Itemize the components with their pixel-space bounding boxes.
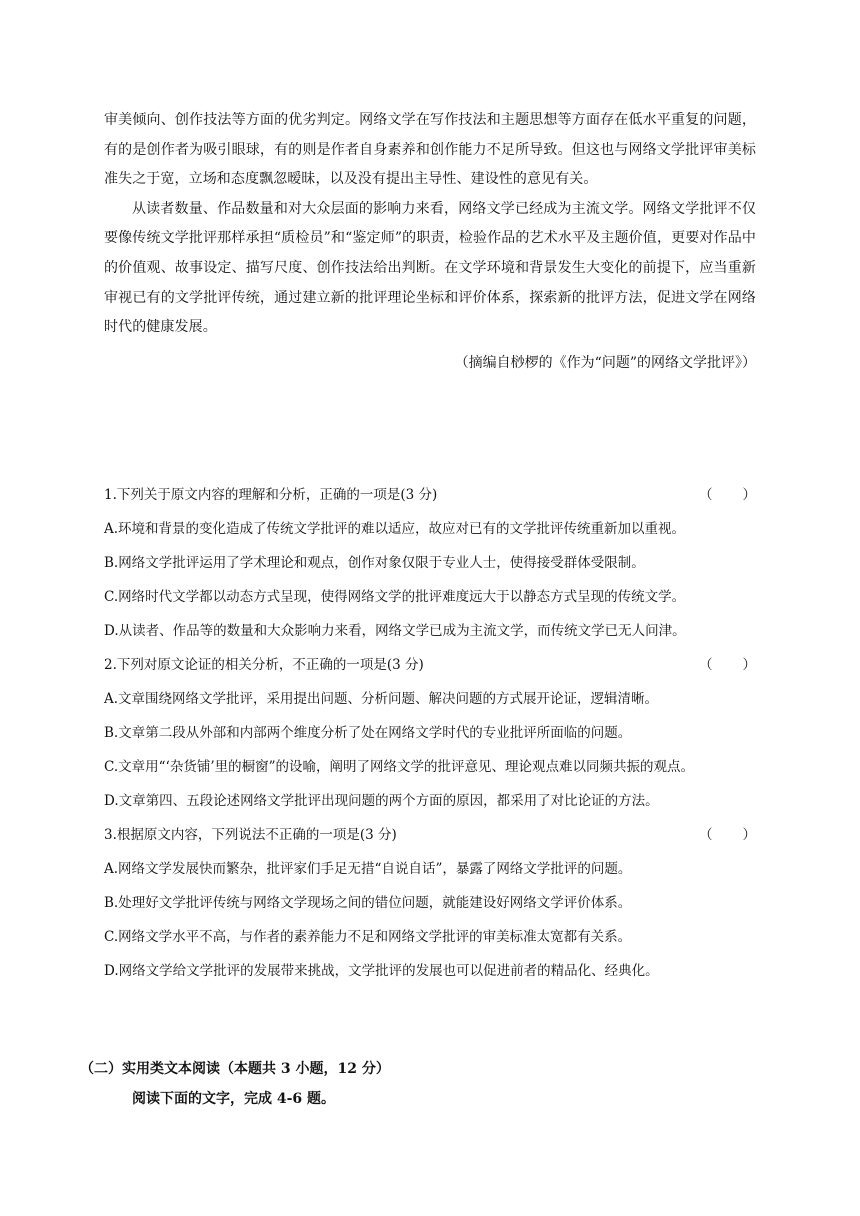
option-d: D.从读者、作品等的数量和大众影响力来看，网络文学已成为主流文学，而传统文学已无人问津。 bbox=[104, 623, 686, 639]
reading-passage bbox=[104, 106, 756, 378]
passage-source: （摘编自桫椤的《作为“问题”的网络文学批评》） bbox=[454, 354, 756, 371]
section-heading-block bbox=[80, 1054, 756, 1114]
option-d: D.网络文学给文学批评的发展带来挑战，文学批评的发展也可以促进前者的精品化、经典化。 bbox=[104, 963, 659, 979]
option-c: C.网络时代文学都以动态方式呈现，使得网络文学的批评难度远大于以静态方式呈现的传统文学。 bbox=[104, 589, 686, 605]
question-list bbox=[104, 478, 756, 988]
option-a: A.网络文学发展快而繁杂，批评家们手足无措“自说自话”，暴露了网络文学批评的问题。 bbox=[104, 861, 632, 877]
question-stem-text: 1.下列关于原文内容的理解和分析，正确的一项是(3 分) bbox=[104, 487, 438, 503]
question-stem-text: 3.根据原文内容，下列说法不正确的一项是(3 分) bbox=[104, 827, 397, 843]
option-c: C.网络文学水平不高，与作者的素养能力不足和网络文学批评的审美标准太宽都有关系。 bbox=[104, 929, 632, 945]
question-1 bbox=[104, 478, 756, 648]
answer-blank: （ ） bbox=[698, 827, 756, 843]
answer-blank: （ ） bbox=[698, 487, 756, 503]
question-3 bbox=[104, 818, 756, 988]
option-d: D.文章第四、五段论述网络文学批评出现问题的两个方面的原因，都采用了对比论证的方法。 bbox=[104, 793, 659, 809]
passage-paragraph: 审美倾向、创作技法等方面的优劣判定。网络文学在写作技法和主题思想等方面存在低水平重复的问题，有的是创作者为吸引眼球，有的则是作者自身素养和创作能力不足所导致。但这也与网络文学批评审美标准失之于宽，立场和态度飘忽暧昧，以及没有提出主导性、建设性的意见有关。 bbox=[104, 112, 756, 188]
option-b: B.网络文学批评运用了学术理论和观点，创作对象仅限于专业人士，使得接受群体受限制。 bbox=[104, 555, 645, 571]
option-b: B.处理好文学批评传统与网络文学现场之间的错位问题，就能建设好网络文学评价体系。 bbox=[104, 895, 632, 911]
section-title: （二）实用类文本阅读（本题共 3 小题，12 分） bbox=[80, 1061, 390, 1077]
question-stem bbox=[104, 478, 756, 512]
passage-paragraph: 从读者数量、作品数量和对大众层面的影响力来看，网络文学已经成为主流文学。网络文学批评不仅要像传统文学批评那样承担“质检员”和“鉴定师”的职责，检验作品的艺术水平及主题价值，更要对作品中的价值观、故事设定、描写尺度、创作技法给出判断。在文学环境和背景发生大变化的前提下，应当重新审视已有的文学批评传统，通过建立新的批评理论坐标和评价体系，探索新的批评方法，促进文学在网络时代的健康发展。 bbox=[104, 200, 756, 336]
question-stem-text: 2.下列对原文论证的相关分析，不正确的一项是(3 分) bbox=[104, 657, 424, 673]
option-b: B.文章第二段从外部和内部两个维度分析了处在网络文学时代的专业批评所面临的问题。 bbox=[104, 725, 632, 741]
option-a: A.环境和背景的变化造成了传统文学批评的难以适应，故应对已有的文学批评传统重新加以重视。 bbox=[104, 521, 686, 537]
question-stem bbox=[104, 818, 756, 852]
section-instruction: 阅读下面的文字，完成 4-6 题。 bbox=[132, 1091, 336, 1107]
option-c: C.文章用“‘杂货铺’里的橱窗”的设喻，阐明了网络文学的批评意见、理论观点难以同频共振的观点。 bbox=[104, 759, 695, 775]
option-a: A.文章围绕网络文学批评，采用提出问题、分析问题、解决问题的方式展开论证，逻辑清晰。 bbox=[104, 691, 659, 707]
question-stem bbox=[104, 648, 756, 682]
question-2 bbox=[104, 648, 756, 818]
answer-blank: （ ） bbox=[698, 657, 756, 673]
